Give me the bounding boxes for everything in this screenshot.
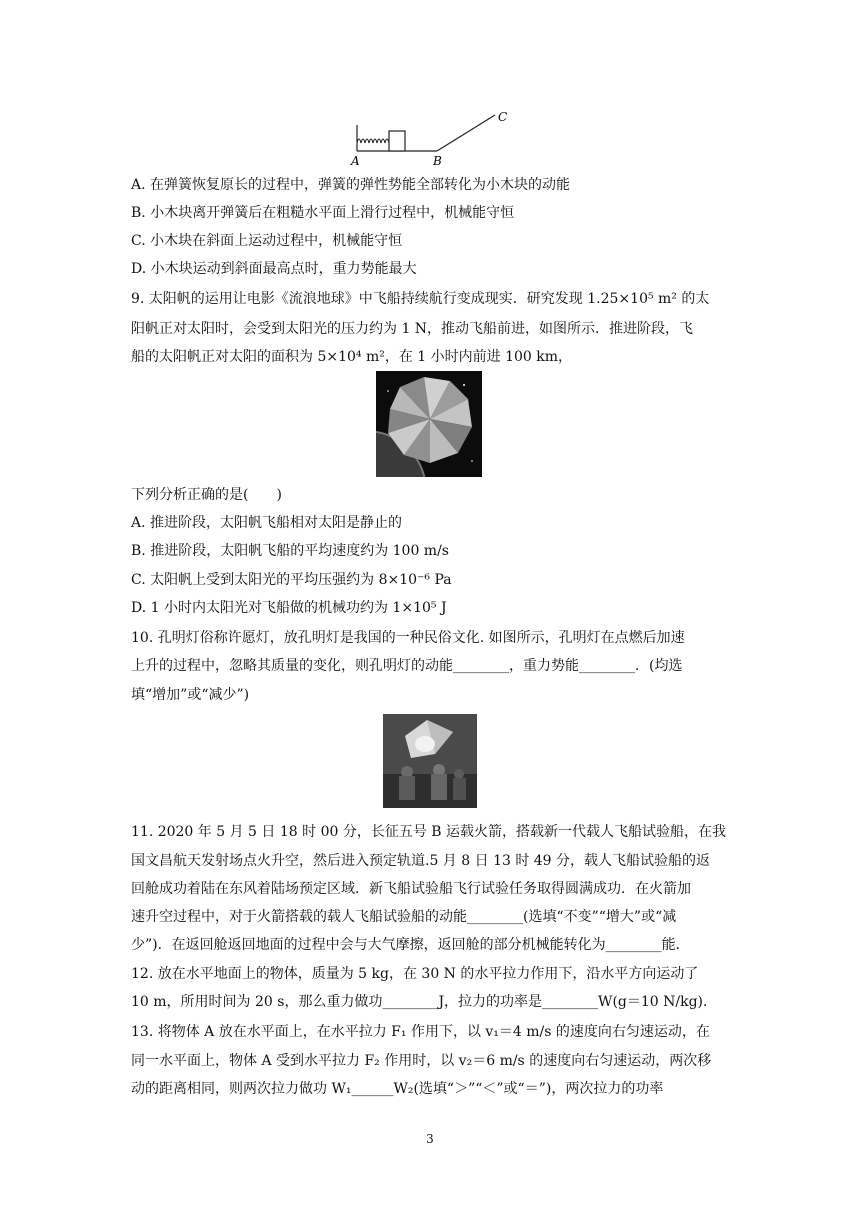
q12-line-2: 10 m，所用时间为 20 s，那么重力做功________J，拉力的功率是________W(g＝10 N/kg)． xyxy=(131,994,718,1010)
q13-line-1: 13. 将物体 A 放在水平面上，在水平拉力 F₁ 作用下，以 v₁＝4 m/s 的速度向右匀速运动，在 xyxy=(131,1024,710,1040)
q13-line-2: 同一水平面上，物体 A 受到水平拉力 F₂ 作用时，以 v₂＝6 m/s 的速度向右匀速运动，两次移 xyxy=(131,1053,712,1069)
wood-block xyxy=(389,131,405,151)
q10-line-3: 填“增加”或“减少”) xyxy=(131,687,250,703)
page-number: 3 xyxy=(426,1132,434,1146)
q9-line-2: 阳帆正对太阳时，会受到太阳光的压力约为 1 N，推动飞船前进，如图所示．推进阶段，飞 xyxy=(131,321,694,337)
q11-line-5: 少”)．在返回舱返回地面的过程中会与大气摩擦，返回舱的部分机械能转化为________能． xyxy=(131,937,690,953)
q9-option-d: D. 1 小时内太阳光对飞船做的机械功约为 1×10⁵ J xyxy=(131,600,447,616)
q8-option-d: D. 小木块运动到斜面最高点时，重力势能最大 xyxy=(131,261,417,277)
label-a: A xyxy=(351,154,360,168)
solar-sail-photo xyxy=(376,371,482,477)
label-b: B xyxy=(433,154,442,168)
q11-line-1: 11. 2020 年 5 月 5 日 18 时 00 分，长征五号 B 运载火箭，搭载新一代载人飞船试验船，在我 xyxy=(131,824,727,840)
q9-line-3: 船的太阳帆正对太阳的面积为 5×10⁴ m²，在 1 小时内前进 100 km， xyxy=(131,349,573,365)
q9-option-a: A. 推进阶段，太阳帆飞船相对太阳是静止的 xyxy=(131,515,403,531)
q9-prompt: 下列分析正确的是( ) xyxy=(131,487,282,503)
sky-lantern-photo xyxy=(383,714,477,808)
q11-line-2: 国文昌航天发射场点火升空，然后进入预定轨道.5 月 8 日 13 时 49 分，载人飞船试验船的返 xyxy=(131,853,711,869)
spring-incline-figure xyxy=(345,105,515,171)
q8-option-c: C. 小木块在斜面上运动过程中，机械能守恒 xyxy=(131,233,403,249)
incline-line xyxy=(437,115,495,151)
q10-line-2: 上升的过程中，忽略其质量的变化，则孔明灯的动能________，重力势能________．(均选 xyxy=(131,658,683,674)
q9-option-c: C. 太阳帆上受到太阳光的平均压强约为 8×10⁻⁶ Pa xyxy=(131,572,452,588)
q11-line-3: 回舱成功着陆在东风着陆场预定区域．新飞船试验船飞行试验任务取得圆满成功．在火箭加 xyxy=(131,881,691,897)
spring xyxy=(357,139,389,143)
q8-option-b: B. 小木块离开弹簧后在粗糙水平面上滑行过程中，机械能守恒 xyxy=(131,205,515,221)
q9-line-1: 9. 太阳帆的运用让电影《流浪地球》中飞船持续航行变成现实．研究发现 1.25×10⁵ m² 的太 xyxy=(131,291,710,307)
q13-line-3: 动的距离相同，则两次拉力做功 W₁______W₂(选填“＞”“＜”或“＝”)，两次拉力的功率 xyxy=(131,1081,664,1097)
label-c: C xyxy=(498,110,508,124)
q9-option-b: B. 推进阶段，太阳帆飞船的平均速度约为 100 m/s xyxy=(131,543,449,559)
q10-line-1: 10. 孔明灯俗称许愿灯，放孔明灯是我国的一种民俗文化. 如图所示，孔明灯在点燃后加速 xyxy=(131,630,685,646)
q11-line-4: 速升空过程中，对于火箭搭载的载人飞船试验船的动能________(选填“不变”“增大”或“减 xyxy=(131,909,677,925)
q8-option-a: A. 在弹簧恢复原长的过程中，弹簧的弹性势能全部转化为小木块的动能 xyxy=(131,177,571,193)
q12-line-1: 12. 放在水平地面上的物体，质量为 5 kg，在 30 N 的水平拉力作用下，沿水平方向运动了 xyxy=(131,966,699,982)
